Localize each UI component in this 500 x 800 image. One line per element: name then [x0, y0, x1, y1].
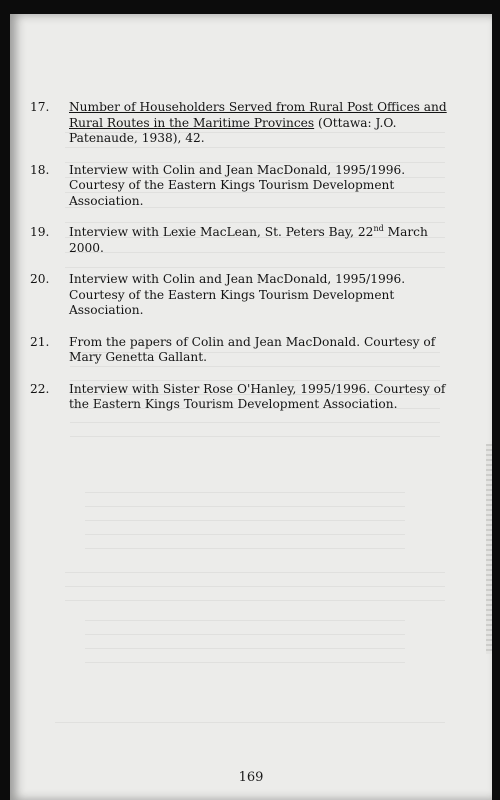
endnote-22	[30, 382, 450, 413]
bleed-line	[85, 492, 405, 493]
bleed-line	[65, 600, 445, 601]
bleed-line	[85, 648, 405, 649]
page-edge-texture	[486, 444, 492, 654]
book-page	[10, 14, 492, 800]
endnote-17	[30, 100, 450, 147]
endnote-21	[30, 335, 450, 366]
endnote-citation-detail: (Ottawa: J.O. Patenaude, 1938), 42.	[69, 115, 397, 145]
bleed-line	[85, 634, 405, 635]
bleed-line	[85, 520, 405, 521]
endnote-20	[30, 272, 450, 319]
page-number: 169	[238, 770, 264, 785]
endnote-text-start: Interview with Lexie MacLean, St. Peters Bay, 22	[69, 225, 374, 239]
endnote-number: 17.	[30, 100, 50, 114]
endnotes-list	[30, 100, 450, 429]
bleed-line	[70, 436, 440, 437]
endnote-text: Interview with Sister Rose O'Hanley, 1995/1996. Courtesy of the Eastern Kings Tourism Development Association.	[69, 381, 446, 411]
bleed-line	[85, 548, 405, 549]
ordinal-suffix: nd	[373, 223, 384, 233]
endnote-text: Interview with Colin and Jean MacDonald, 1995/1996. Courtesy of the Eastern Kings Tourism Development Association.	[69, 272, 406, 317]
endnote-18	[30, 163, 450, 210]
bleed-line	[55, 722, 445, 723]
bleed-line	[85, 534, 405, 535]
endnote-citation-title: Number of Householders Served from Rural Post Offices and Rural Routes in the Maritime Provinces	[69, 100, 447, 130]
bleed-line	[85, 506, 405, 507]
bleed-line	[85, 662, 405, 663]
endnote-text: Interview with Colin and Jean MacDonald, 1995/1996. Courtesy of the Eastern Kings Tourism Development Association.	[69, 162, 406, 208]
endnote-19	[30, 225, 450, 256]
endnote-text	[69, 225, 428, 255]
endnote-text	[69, 100, 447, 145]
bleed-line	[85, 620, 405, 621]
endnote-text: From the papers of Colin and Jean MacDonald. Courtesy of Mary Genetta Gallant.	[69, 334, 436, 364]
bleed-line	[65, 586, 445, 587]
endnote-number: 19.	[30, 225, 50, 239]
endnote-number: 22.	[30, 381, 50, 396]
endnote-number: 18.	[30, 162, 50, 177]
bleed-line	[65, 572, 445, 573]
endnote-text-end: March 2000.	[69, 225, 428, 255]
endnote-number: 20.	[30, 272, 50, 286]
endnote-number: 21.	[30, 334, 50, 349]
